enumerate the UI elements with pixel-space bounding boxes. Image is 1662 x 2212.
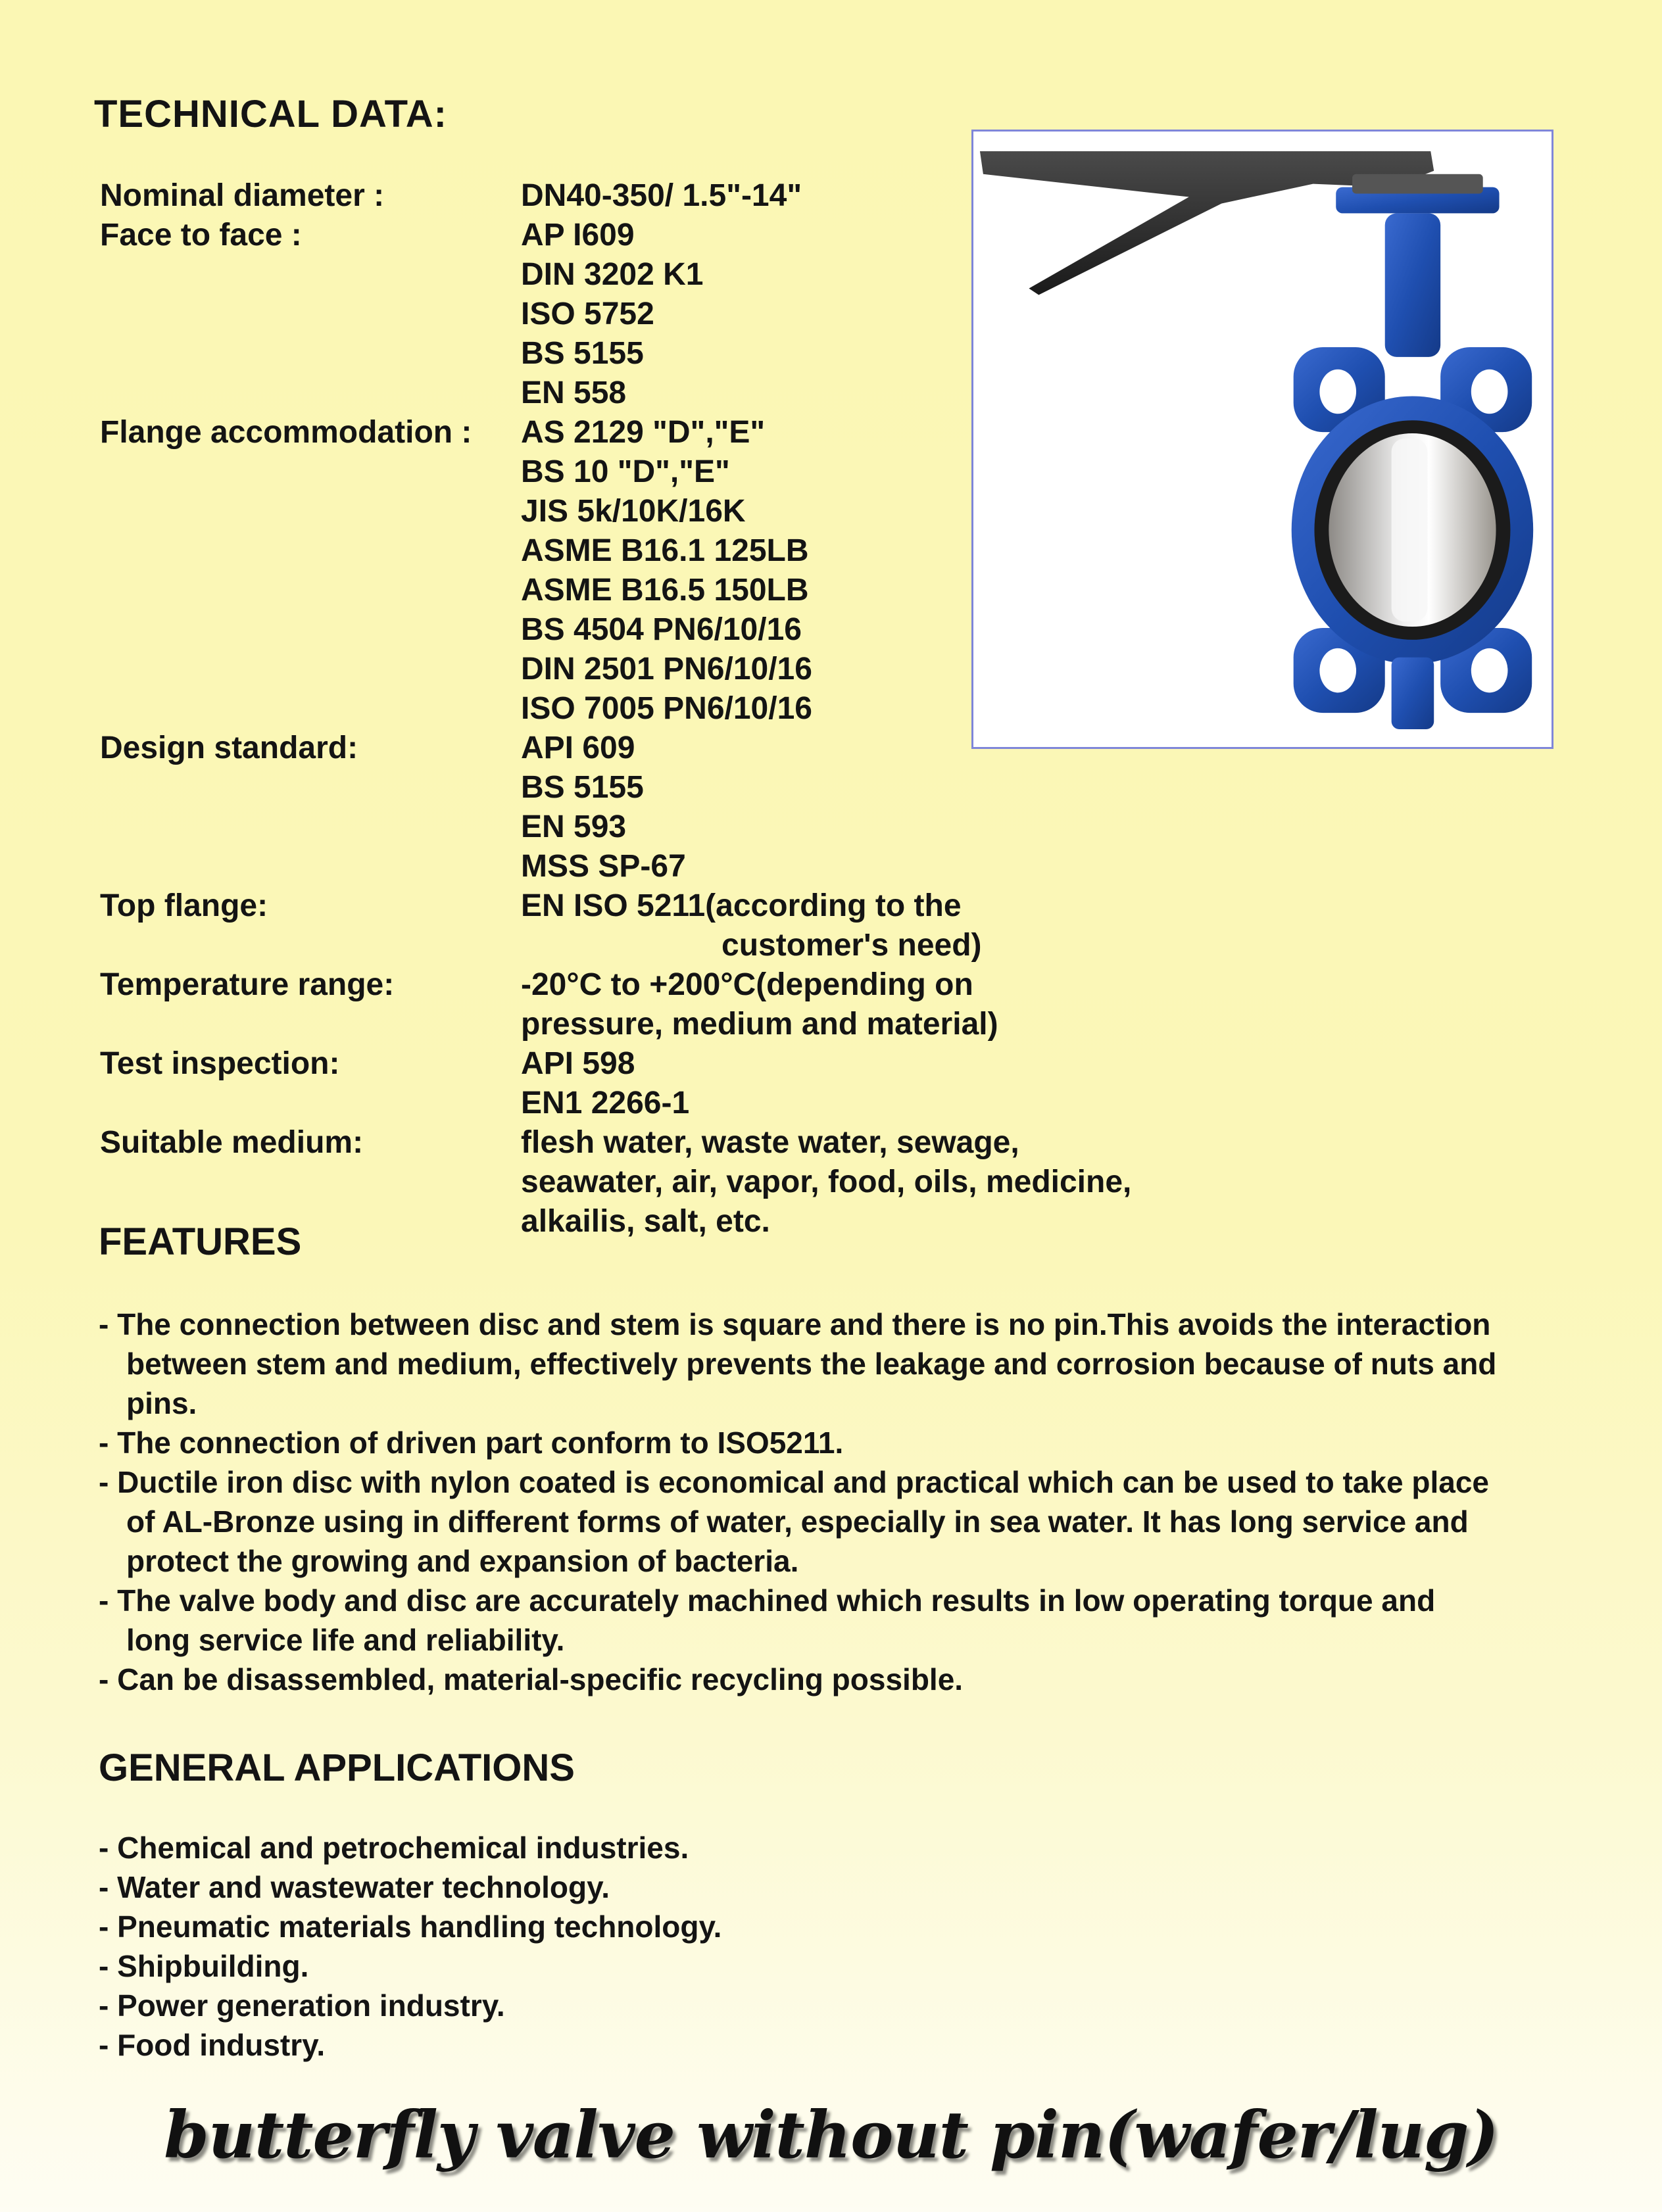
list-item: - Food industry. [99, 2028, 326, 2062]
product-title: butterfly valve without pin(wafer/lug) [164, 2098, 1498, 2173]
list-item: - The valve body and disc are accurately machined which results in low operating torque and [99, 1583, 1436, 1618]
spec-value: customer's need) [721, 928, 982, 963]
list-item: - The connection between disc and stem is square and there is no pin.This avoids the interaction [99, 1307, 1491, 1341]
spec-values [521, 1044, 1218, 1123]
spec-label: Top flange: [100, 888, 268, 923]
list-item: pins. [126, 1386, 197, 1420]
spec-value: API 609 [521, 731, 635, 765]
spec-value: ASME B16.5 150LB [521, 573, 809, 608]
spec-value: JIS 5k/10K/16K [521, 494, 746, 529]
spec-label: Face to face : [100, 218, 302, 252]
spec-value: BS 5155 [521, 770, 644, 805]
spec-values [521, 886, 1218, 965]
spec-value: flesh water, waste water, sewage, [521, 1125, 1019, 1160]
technical-data-title: TECHNICAL DATA: [94, 93, 447, 135]
spec-label: Suitable medium: [100, 1125, 364, 1160]
spec-value: EN ISO 5211(according to the [521, 888, 962, 923]
spec-value: AP I609 [521, 218, 635, 252]
spec-value: AS 2129 "D","E" [521, 415, 766, 450]
spec-value: MSS SP-67 [521, 849, 686, 884]
spec-value: BS 10 "D","E" [521, 454, 730, 489]
spec-value: DIN 3202 K1 [521, 257, 704, 292]
spec-label: Nominal diameter : [100, 178, 385, 213]
spec-value: -20°C to +200°C(depending on [521, 967, 973, 1002]
spec-values [521, 1123, 1218, 1241]
spec-row-design-standard [100, 729, 1218, 886]
spec-row-test-inspection [100, 1044, 1218, 1123]
spec-value: DIN 2501 PN6/10/16 [521, 652, 812, 686]
valve-neck-shape [1385, 213, 1440, 357]
spec-value: API 598 [521, 1046, 635, 1081]
features-list [99, 1305, 1496, 1699]
spec-values [521, 965, 1218, 1044]
bolt-hole-shape [1319, 648, 1356, 693]
features-title: FEATURES [99, 1220, 302, 1263]
spec-value: ISO 5752 [521, 297, 654, 331]
applications-title: GENERAL APPLICATIONS [99, 1746, 575, 1789]
spec-value: BS 4504 PN6/10/16 [521, 612, 802, 647]
list-item: - Water and wastewater technology. [99, 1870, 610, 1904]
spec-row-top-flange [100, 886, 1218, 965]
butterfly-valve-illustration [973, 132, 1552, 747]
list-item: - Shipbuilding. [99, 1949, 309, 1983]
list-item: of AL-Bronze using in different forms of water, especially in sea water. It has long service and [126, 1504, 1469, 1539]
valve-photo [971, 130, 1553, 749]
spec-value: seawater, air, vapor, food, oils, medicine, [521, 1165, 1132, 1199]
notch-plate-shape [1352, 174, 1483, 194]
spec-values [521, 729, 1218, 886]
spec-row-temperature-range [100, 965, 1218, 1044]
disc-hub-shape [1392, 439, 1428, 621]
spec-value: DN40-350/ 1.5"-14" [521, 178, 802, 213]
spec-label: Temperature range: [100, 967, 395, 1002]
list-item: protect the growing and expansion of bacteria. [126, 1544, 799, 1578]
list-item: - Power generation industry. [99, 1988, 505, 2023]
list-item: long service life and reliability. [126, 1623, 565, 1657]
lever-handle-shape [980, 151, 1434, 295]
spec-value: ASME B16.1 125LB [521, 533, 809, 568]
spec-label: Test inspection: [100, 1046, 340, 1081]
spec-value: ISO 7005 PN6/10/16 [521, 691, 812, 726]
list-item: - Can be disassembled, material-specific recycling possible. [99, 1662, 964, 1696]
spec-value: EN 593 [521, 809, 627, 844]
list-item: - Pneumatic materials handling technology. [99, 1910, 722, 1944]
spec-value: alkailis, salt, etc. [521, 1204, 770, 1239]
list-item: - The connection of driven part conform to ISO5211. [99, 1426, 844, 1460]
spec-value: pressure, medium and material) [521, 1007, 998, 1042]
spec-value: BS 5155 [521, 336, 644, 371]
bolt-hole-shape [1471, 648, 1508, 693]
list-item: between stem and medium, effectively prevents the leakage and corrosion because of nuts and [126, 1347, 1497, 1381]
spec-value: EN 558 [521, 375, 627, 410]
bolt-hole-shape [1471, 370, 1508, 414]
valve-bottom-shape [1392, 658, 1434, 729]
spec-value: EN1 2266-1 [521, 1086, 690, 1120]
list-item: - Chemical and petrochemical industries. [99, 1831, 689, 1865]
bolt-hole-shape [1319, 370, 1356, 414]
spec-label: Design standard: [100, 731, 358, 765]
list-item: - Ductile iron disc with nylon coated is economical and practical which can be used to take place [99, 1465, 1489, 1499]
spec-label: Flange accommodation : [100, 415, 472, 450]
applications-list [99, 1828, 721, 2065]
